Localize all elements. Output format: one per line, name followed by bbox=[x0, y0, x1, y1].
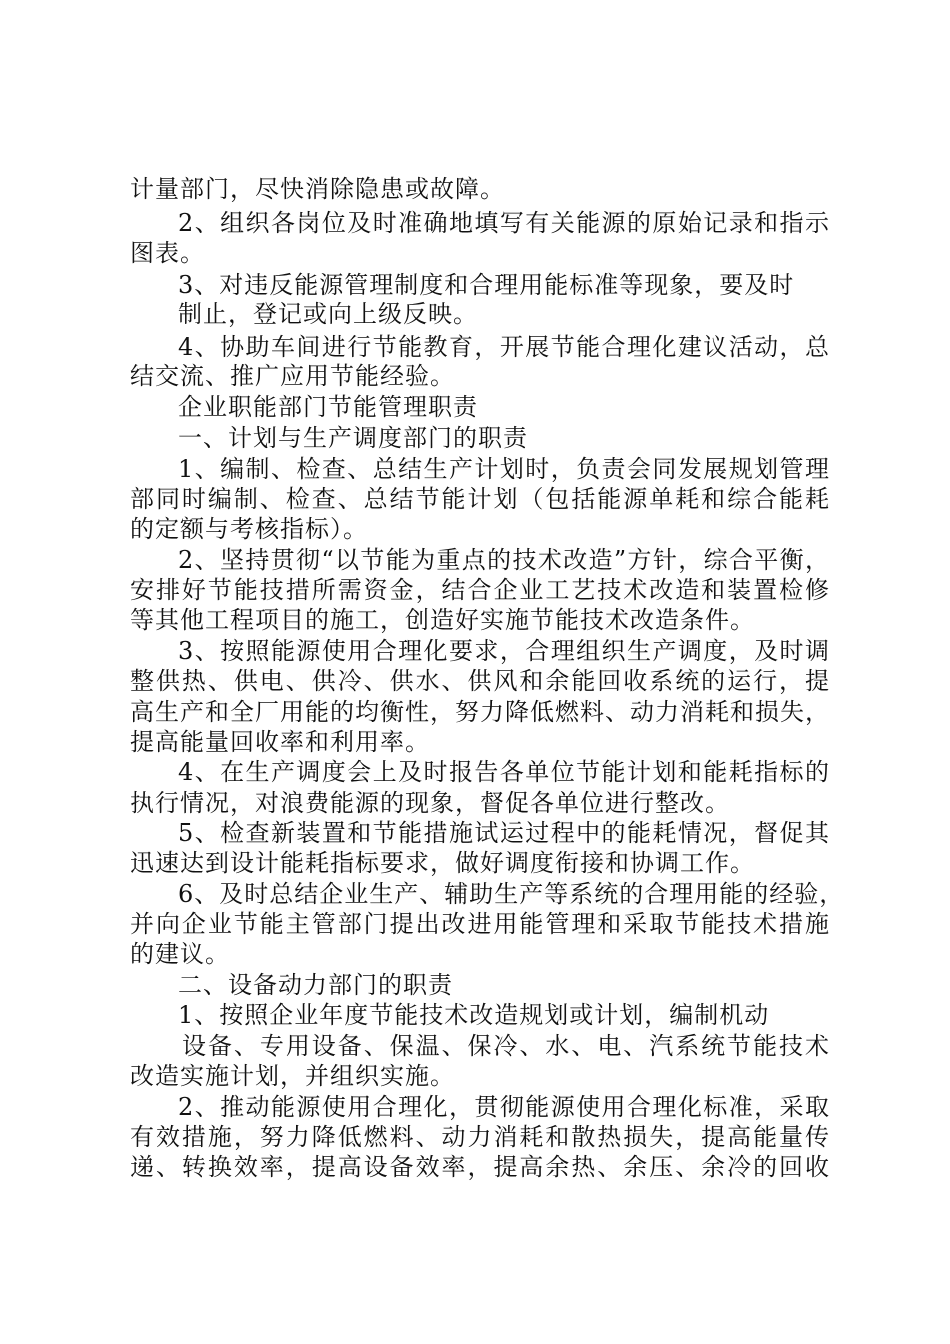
text-line-19: 提高能量回收率和利用率。 bbox=[130, 728, 430, 756]
text-line-4: 3、对违反能源管理制度和合理用能标准等现象，要及时 bbox=[178, 271, 795, 299]
text-line-12: 的定额与考核指标）。 bbox=[130, 515, 368, 543]
text-line-18: 高生产和全厂用能的均衡性，努力降低燃料、动力消耗和损失， bbox=[130, 698, 830, 726]
text-line-14: 安排好节能技措所需资金，结合企业工艺技术改造和装置检修 bbox=[130, 576, 830, 604]
section-title: 企业职能部门节能管理职责 bbox=[178, 393, 478, 421]
text-line-30: 改造实施计划，并组织实施。 bbox=[130, 1062, 455, 1090]
text-line-2: 2、组织各岗位及时准确地填写有关能源的原始记录和指示 bbox=[178, 209, 830, 237]
text-line-20: 4、在生产调度会上及时报告各单位节能计划和能耗指标的 bbox=[178, 758, 830, 786]
text-line-13: 2、坚持贯彻“以节能为重点的技术改造”方针，综合平衡， bbox=[178, 546, 830, 574]
text-line-7: 结交流、推广应用节能经验。 bbox=[130, 362, 455, 390]
text-line-25: 并向企业节能主管部门提出改进用能管理和采取节能技术措施 bbox=[130, 910, 830, 938]
text-line-11: 部同时编制、检查、总结节能计划（包括能源单耗和综合能耗 bbox=[130, 485, 830, 513]
section-heading-1: 一、计划与生产调度部门的职责 bbox=[178, 424, 528, 452]
text-line-32: 有效措施，努力降低燃料、动力消耗和散热损失，提高能量传 bbox=[130, 1123, 830, 1151]
text-line-10: 1、编制、检查、总结生产计划时，负责会同发展规划管理 bbox=[178, 455, 830, 483]
text-line-24: 6、及时总结企业生产、辅助生产等系统的合理用能的经验， bbox=[178, 880, 845, 908]
text-line-26: 的建议。 bbox=[130, 940, 230, 968]
text-line-22: 5、检查新装置和节能措施试运过程中的能耗情况，督促其 bbox=[178, 819, 830, 847]
text-line-6: 4、协助车间进行节能教育，开展节能合理化建议活动，总 bbox=[178, 333, 830, 361]
text-line-31: 2、推动能源使用合理化，贯彻能源使用合理化标准，采取 bbox=[178, 1093, 830, 1121]
section-heading-2: 二、设备动力部门的职责 bbox=[178, 971, 453, 999]
text-line-15: 等其他工程项目的施工，创造好实施节能技术改造条件。 bbox=[130, 606, 755, 634]
text-line-23: 迅速达到设计能耗指标要求，做好调度衔接和协调工作。 bbox=[130, 849, 755, 877]
text-line-29: 设备、专用设备、保温、保冷、水、电、汽系统节能技术 bbox=[182, 1032, 830, 1060]
text-line-5: 制止，登记或向上级反映。 bbox=[178, 300, 478, 328]
text-line-16: 3、按照能源使用合理化要求，合理组织生产调度，及时调 bbox=[178, 637, 830, 665]
text-line-3: 图表。 bbox=[130, 239, 205, 267]
text-line-17: 整供热、供电、供冷、供水、供风和余能回收系统的运行，提 bbox=[130, 667, 830, 695]
text-line-33: 递、转换效率，提高设备效率，提高余热、余压、余冷的回收 bbox=[130, 1153, 830, 1181]
text-line-28: 1、按照企业年度节能技术改造规划或计划，编制机动 bbox=[178, 1001, 770, 1029]
text-line-1: 计量部门，尽快消除隐患或故障。 bbox=[130, 175, 505, 203]
text-line-21: 执行情况，对浪费能源的现象，督促各单位进行整改。 bbox=[130, 789, 730, 817]
